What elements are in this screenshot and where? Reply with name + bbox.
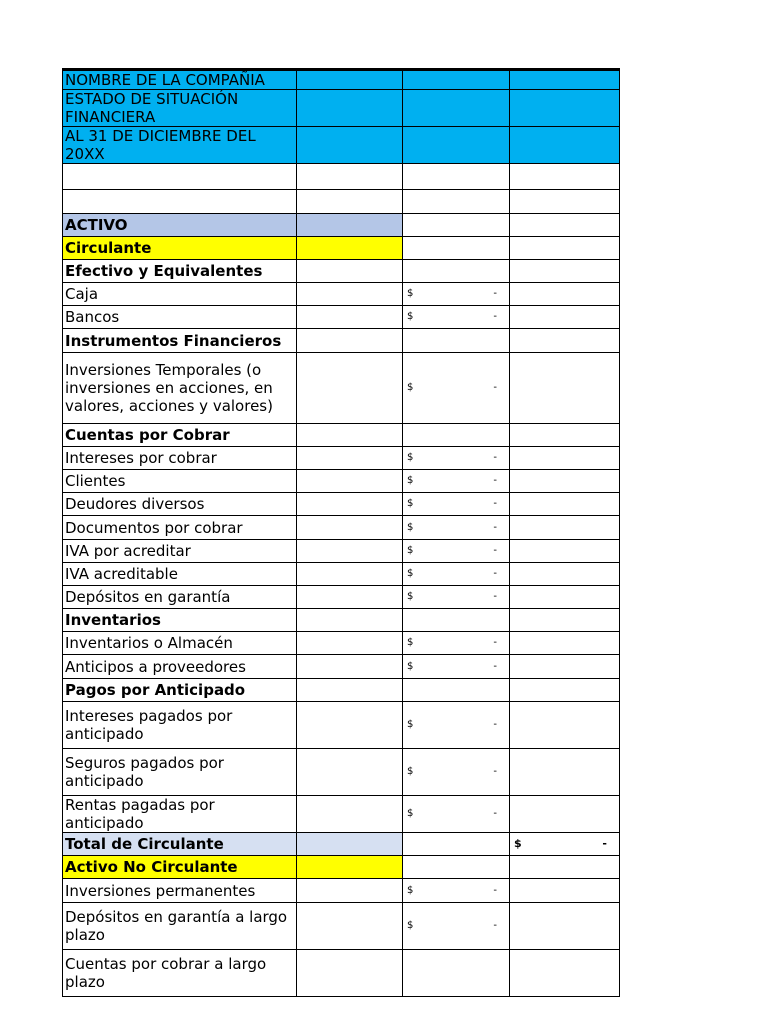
total-cell[interactable]	[510, 447, 620, 470]
total-cell[interactable]	[510, 237, 620, 260]
company-name-cell[interactable]: NOMBRE DE LA COMPAÑIA	[63, 70, 297, 90]
table-row	[63, 655, 620, 679]
empty-cell[interactable]	[297, 679, 403, 702]
table-row	[63, 424, 620, 447]
amount-cell[interactable]	[403, 260, 510, 283]
header-cell[interactable]	[297, 90, 403, 127]
header-cell[interactable]	[403, 90, 510, 127]
account-label-cell[interactable]: Pagos por Anticipado	[63, 679, 297, 702]
zero-dash: -	[493, 637, 497, 648]
empty-cell[interactable]	[297, 329, 403, 353]
amount-cell[interactable]	[403, 879, 510, 903]
table-row	[63, 283, 620, 306]
currency-symbol: $	[407, 288, 414, 299]
currency-symbol: $	[407, 452, 414, 463]
total-cell[interactable]	[510, 856, 620, 879]
total-cell[interactable]	[510, 833, 620, 856]
header-row-company	[63, 70, 620, 90]
total-cell[interactable]	[510, 470, 620, 493]
amount-cell[interactable]	[403, 540, 510, 563]
total-cell[interactable]	[510, 493, 620, 516]
empty-cell[interactable]	[297, 470, 403, 493]
account-label-cell[interactable]: Total de Circulante	[63, 833, 297, 856]
empty-cell[interactable]	[297, 879, 403, 903]
currency-symbol: $	[407, 545, 414, 556]
currency-symbol: $	[407, 920, 414, 931]
amount-value	[405, 588, 507, 606]
amount-cell[interactable]	[403, 516, 510, 540]
account-label-cell[interactable]: Inversiones permanentes	[63, 879, 297, 903]
table-row	[63, 586, 620, 609]
currency-symbol: $	[407, 591, 414, 602]
currency-symbol: $	[407, 637, 414, 648]
total-cell[interactable]	[510, 563, 620, 586]
empty-cell[interactable]	[297, 493, 403, 516]
total-cell[interactable]	[510, 655, 620, 679]
account-label-cell[interactable]: ACTIVO	[63, 214, 297, 237]
zero-dash: -	[493, 568, 497, 579]
currency-symbol: $	[407, 660, 414, 672]
account-label-cell[interactable]: Seguros pagados por anticipado	[63, 749, 297, 796]
statement-title-cell[interactable]: ESTADO DE SITUACIÓN FINANCIERA	[63, 90, 297, 127]
amount-value	[405, 917, 507, 935]
zero-dash: -	[602, 837, 607, 850]
total-cell[interactable]	[510, 702, 620, 749]
zero-dash: -	[493, 591, 497, 602]
zero-dash: -	[493, 808, 497, 819]
currency-symbol: $	[407, 498, 414, 509]
table-row	[63, 493, 620, 516]
zero-dash: -	[493, 545, 497, 556]
currency-symbol: $	[407, 808, 414, 819]
zero-dash: -	[493, 920, 497, 931]
empty-cell[interactable]	[297, 903, 403, 950]
table-row	[63, 306, 620, 329]
empty-cell[interactable]	[297, 447, 403, 470]
account-label-cell[interactable]: Intereses pagados por anticipado	[63, 702, 297, 749]
table-row	[63, 833, 620, 856]
amount-cell[interactable]	[403, 563, 510, 586]
empty-cell[interactable]	[403, 164, 510, 190]
empty-cell[interactable]	[297, 424, 403, 447]
table-row	[63, 679, 620, 702]
total-cell[interactable]	[510, 903, 620, 950]
amount-cell[interactable]	[403, 586, 510, 609]
total-cell[interactable]	[510, 796, 620, 833]
empty-cell[interactable]	[297, 214, 403, 237]
amount-value	[405, 658, 507, 676]
table-row	[63, 447, 620, 470]
account-label-cell[interactable]: Depósitos en garantía	[63, 586, 297, 609]
zero-dash: -	[493, 311, 497, 322]
empty-cell[interactable]	[297, 563, 403, 586]
total-cell[interactable]	[510, 516, 620, 540]
total-cell[interactable]	[510, 950, 620, 997]
table-row	[63, 214, 620, 237]
total-cell[interactable]	[510, 749, 620, 796]
total-cell[interactable]	[510, 632, 620, 655]
header-cell[interactable]	[510, 127, 620, 164]
header-cell[interactable]	[403, 70, 510, 90]
currency-symbol: $	[407, 766, 414, 777]
empty-cell[interactable]	[297, 856, 403, 879]
total-cell[interactable]	[510, 586, 620, 609]
empty-cell[interactable]	[297, 833, 403, 856]
account-label-cell[interactable]: Inversiones Temporales (o inversiones en acciones, en valores, acciones y valores)	[63, 353, 297, 424]
total-cell[interactable]	[510, 679, 620, 702]
amount-cell[interactable]	[403, 237, 510, 260]
total-cell[interactable]	[510, 260, 620, 283]
currency-symbol: $	[407, 521, 414, 533]
empty-cell[interactable]	[63, 164, 297, 190]
amount-cell[interactable]	[403, 903, 510, 950]
blank-row	[63, 164, 620, 190]
amount-value	[405, 519, 507, 537]
amount-cell[interactable]	[403, 353, 510, 424]
table-row	[63, 856, 620, 879]
empty-cell[interactable]	[297, 237, 403, 260]
account-label-cell[interactable]: Clientes	[63, 470, 297, 493]
zero-dash: -	[493, 719, 497, 730]
amount-cell[interactable]	[403, 856, 510, 879]
total-cell[interactable]	[510, 214, 620, 237]
currency-symbol: $	[514, 837, 522, 850]
account-label-cell[interactable]: Cuentas por cobrar a largo plazo	[63, 950, 297, 997]
account-label-cell[interactable]: Cuentas por Cobrar	[63, 424, 297, 447]
table-row	[63, 260, 620, 283]
currency-symbol: $	[407, 719, 414, 730]
account-label-cell[interactable]: Documentos por cobrar	[63, 516, 297, 540]
currency-symbol: $	[407, 475, 414, 486]
header-cell[interactable]	[297, 70, 403, 90]
account-label-cell[interactable]: Intereses por cobrar	[63, 447, 297, 470]
zero-dash: -	[493, 884, 497, 896]
empty-cell[interactable]	[297, 516, 403, 540]
table-row	[63, 470, 620, 493]
total-cell[interactable]	[510, 329, 620, 353]
amount-value	[405, 542, 507, 560]
account-label-cell[interactable]: Rentas pagadas por anticipado	[63, 796, 297, 833]
zero-dash: -	[493, 382, 497, 393]
empty-cell[interactable]	[297, 655, 403, 679]
amount-value	[405, 565, 507, 583]
empty-cell[interactable]	[63, 190, 297, 214]
amount-value	[405, 472, 507, 490]
table-row	[63, 563, 620, 586]
table-row	[63, 950, 620, 997]
header-cell[interactable]	[403, 127, 510, 164]
amount-value	[405, 285, 507, 303]
amount-value	[405, 634, 507, 652]
table-row	[63, 353, 620, 424]
zero-dash: -	[493, 475, 497, 486]
account-label-cell[interactable]: Circulante	[63, 237, 297, 260]
statement-date-cell[interactable]: AL 31 DE DICIEMBRE DEL 20XX	[63, 127, 297, 164]
currency-symbol: $	[407, 382, 414, 393]
table-row	[63, 796, 620, 833]
amount-cell[interactable]	[403, 447, 510, 470]
amount-cell[interactable]	[403, 632, 510, 655]
total-cell[interactable]	[510, 306, 620, 329]
amount-value	[405, 805, 507, 823]
account-label-cell[interactable]: Deudores diversos	[63, 493, 297, 516]
table-row	[63, 879, 620, 903]
amount-cell[interactable]	[403, 609, 510, 632]
table-row	[63, 516, 620, 540]
account-label-cell[interactable]: IVA acreditable	[63, 563, 297, 586]
empty-cell[interactable]	[297, 353, 403, 424]
total-cell[interactable]	[510, 283, 620, 306]
zero-dash: -	[493, 766, 497, 777]
table-row	[63, 749, 620, 796]
header-row-date	[63, 127, 620, 164]
total-cell[interactable]	[510, 353, 620, 424]
account-label-cell[interactable]: Instrumentos Financieros	[63, 329, 297, 353]
balance-sheet-table	[62, 68, 620, 997]
empty-cell[interactable]	[510, 190, 620, 214]
table-row	[63, 540, 620, 563]
empty-cell[interactable]	[297, 632, 403, 655]
empty-cell[interactable]	[297, 540, 403, 563]
zero-dash: -	[493, 660, 497, 672]
table-row	[63, 237, 620, 260]
empty-cell[interactable]	[510, 164, 620, 190]
account-label-cell[interactable]: Inventarios o Almacén	[63, 632, 297, 655]
amount-cell[interactable]	[403, 749, 510, 796]
header-row-statement	[63, 90, 620, 127]
amount-value	[405, 449, 507, 467]
empty-cell[interactable]	[297, 609, 403, 632]
account-label-cell[interactable]: Depósitos en garantía a largo plazo	[63, 903, 297, 950]
table-row	[63, 329, 620, 353]
empty-cell[interactable]	[297, 796, 403, 833]
zero-dash: -	[493, 498, 497, 509]
amount-value	[405, 763, 507, 781]
table-row	[63, 903, 620, 950]
account-label-cell[interactable]: Bancos	[63, 306, 297, 329]
total-cell[interactable]	[510, 424, 620, 447]
empty-cell[interactable]	[297, 306, 403, 329]
table-row	[63, 609, 620, 632]
currency-symbol: $	[407, 311, 414, 322]
zero-dash: -	[493, 521, 497, 533]
empty-cell[interactable]	[297, 586, 403, 609]
total-cell[interactable]	[510, 609, 620, 632]
amount-value	[405, 495, 507, 513]
amount-value	[405, 716, 507, 734]
amount-value	[512, 835, 617, 853]
total-cell[interactable]	[510, 879, 620, 903]
amount-cell[interactable]	[403, 833, 510, 856]
header-cell[interactable]	[297, 127, 403, 164]
amount-cell[interactable]	[403, 702, 510, 749]
amount-cell[interactable]	[403, 796, 510, 833]
currency-symbol: $	[407, 568, 414, 579]
table-row	[63, 632, 620, 655]
balance-sheet-body	[63, 70, 620, 997]
blank-row	[63, 190, 620, 214]
header-cell[interactable]	[510, 70, 620, 90]
zero-dash: -	[493, 288, 497, 299]
account-label-cell[interactable]: Activo No Circulante	[63, 856, 297, 879]
table-row	[63, 702, 620, 749]
amount-cell[interactable]	[403, 655, 510, 679]
amount-cell[interactable]	[403, 283, 510, 306]
empty-cell[interactable]	[297, 164, 403, 190]
empty-cell[interactable]	[297, 749, 403, 796]
empty-cell[interactable]	[297, 950, 403, 997]
amount-cell[interactable]	[403, 424, 510, 447]
empty-cell[interactable]	[297, 190, 403, 214]
account-label-cell[interactable]: Caja	[63, 283, 297, 306]
amount-value	[405, 379, 507, 397]
amount-cell[interactable]	[403, 470, 510, 493]
account-label-cell[interactable]: Efectivo y Equivalentes	[63, 260, 297, 283]
account-label-cell[interactable]: Inventarios	[63, 609, 297, 632]
amount-value	[405, 308, 507, 326]
total-cell[interactable]	[510, 540, 620, 563]
account-label-cell[interactable]: IVA por acreditar	[63, 540, 297, 563]
amount-cell[interactable]	[403, 214, 510, 237]
empty-cell[interactable]	[297, 260, 403, 283]
empty-cell[interactable]	[403, 190, 510, 214]
empty-cell[interactable]	[297, 283, 403, 306]
amount-cell[interactable]	[403, 679, 510, 702]
amount-cell[interactable]	[403, 950, 510, 997]
header-cell[interactable]	[510, 90, 620, 127]
currency-symbol: $	[407, 884, 414, 896]
account-label-cell[interactable]: Anticipos a proveedores	[63, 655, 297, 679]
empty-cell[interactable]	[297, 702, 403, 749]
amount-cell[interactable]	[403, 329, 510, 353]
zero-dash: -	[493, 452, 497, 463]
amount-cell[interactable]	[403, 493, 510, 516]
amount-value	[405, 882, 507, 900]
amount-cell[interactable]	[403, 306, 510, 329]
